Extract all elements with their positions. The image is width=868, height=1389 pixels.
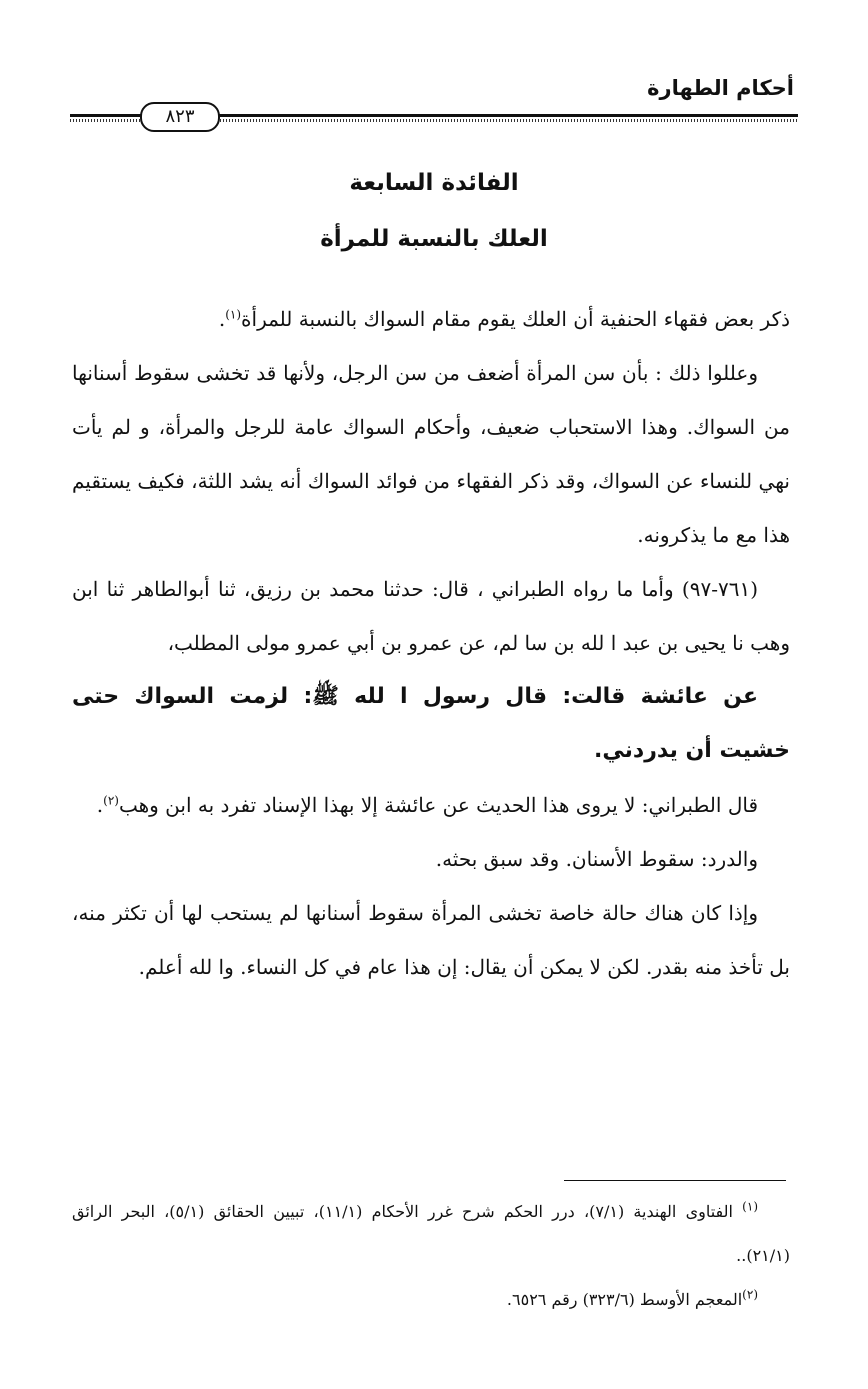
section-title: الفائدة السابعة (349, 170, 519, 196)
paragraph-4 (72, 778, 790, 832)
paragraph-1-text: ذكر بعض فقهاء الحنفية أن العلك يقوم مقام السواك بالنسبة للمرأة (241, 307, 790, 331)
section-subtitle: العلك بالنسبة للمرأة (320, 226, 548, 252)
paragraph-1-end: . (218, 307, 226, 331)
paragraph-4-end: . (96, 793, 104, 817)
paragraph-4-text: قال الطبراني: لا يروى هذا الحديث عن عائشة إلا بهذا الإسناد تفرد به ابن وهب (118, 793, 758, 817)
hadith-text: عن عائشة قالت: قال رسول ا لله ﷺ: لزمت السواك حتى خشيت أن يدردني. (72, 684, 790, 763)
footnote-1 (72, 1190, 790, 1278)
running-header-title: أحكام الطهارة (647, 76, 794, 100)
paragraph-6: وإذا كان هناك حالة خاصة تخشى المرأة سقوط أسنانها لم يستحب لها أن تكثر منه، بل تأخذ منه بقدر. لكن لا يمكن أن يقال: إن هذا عام في كل النساء. وا لله أعلم. (72, 901, 790, 979)
footnotes (72, 1190, 790, 1322)
footnote-1-marker: (١) (742, 1199, 758, 1214)
footnote-1-text: الفتاوى الهندية (٧/١)، درر الحكم شرح غرر الأحكام (١١/١)، تبيين الحقائق (٥/١)، البحر الرائق (٢١/١).. (72, 1202, 790, 1265)
paragraph-1 (72, 292, 790, 346)
paragraph-3: (٧٦١-٩٧) وأما ما رواه الطبراني ، قال: حدثنا محمد بن رزيق، ثنا أبوالطاهر ثنا ابن وهب نا يحيى بن عبد ا لله بن سا لم، عن عمرو بن أبي عمرو مولى المطلب، (72, 577, 790, 655)
footnote-ref-1: (١) (225, 307, 242, 322)
paragraph-5: والدرد: سقوط الأسنان. وقد سبق بحثه. (435, 847, 758, 871)
footnote-ref-2: (٢) (103, 793, 119, 808)
paragraph-2: وعللوا ذلك : بأن سن المرأة أضعف من سن الرجل، ولأنها قد تخشى سقوط أسنانها من السواك. وهذا الاستحباب ضعيف، وأحكام السواك عامة للرجل والمرأة، و لم يأت نهي للنساء عن السواك، وقد ذكر الفقهاء من فوائد السواك أنه يشد اللثة، فكيف يستقيم هذا مع ما يذكرونه. (72, 361, 790, 547)
footnote-rule (564, 1180, 786, 1181)
footnote-2-marker: (٢) (742, 1287, 758, 1302)
footnote-2 (72, 1278, 790, 1322)
footnote-2-text: المعجم الأوسط (٣٢٣/٦) رقم ٦٥٢٦. (506, 1290, 743, 1309)
body-text (72, 292, 790, 994)
page-number: ٨٢٣ (140, 102, 220, 132)
